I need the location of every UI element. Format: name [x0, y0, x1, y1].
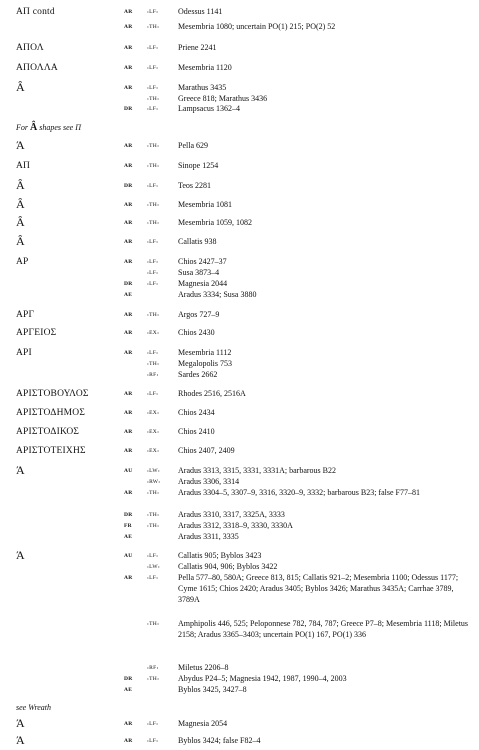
metal-code: DR: [124, 183, 133, 189]
reference-list: Aradus 3334; Susa 3880: [178, 290, 257, 299]
cross-reference-note: [16, 702, 51, 714]
reference-list: Chios 2434: [178, 408, 215, 417]
monogram-heading: ΑΡΙΣΤΟΤΕΙΧΗΣ: [16, 446, 86, 456]
reference-list: Mesembria 1080; uncertain PO(1) 215; PO(2) 52: [178, 22, 336, 31]
cross-reference-note: [16, 122, 81, 134]
note-text: see Wreath: [16, 703, 52, 712]
monogram-heading: ΑΡΙΣΤΟΔΗΜΟΣ: [16, 408, 86, 418]
reference-list: Callatis 938: [178, 237, 217, 246]
catalogue-row: [0, 702, 479, 714]
type-code: ‹LF›: [147, 65, 159, 71]
type-code: ‹LF›: [147, 106, 159, 112]
reference-list: Teos 2281: [178, 181, 211, 190]
catalogue-row: [0, 42, 479, 54]
catalogue-row: [0, 407, 479, 419]
reference-list: Byblos 3424; false F82–4: [178, 736, 261, 745]
reference-list: Greece 818; Marathus 3436: [178, 94, 268, 103]
monogram-heading: ΑΠΟΛ: [16, 43, 44, 53]
type-code: ‹LF›: [147, 391, 159, 397]
type-code: ‹LF›: [147, 281, 159, 287]
metal-code: DR: [124, 512, 133, 518]
reference-list: Aradus 3311, 3335: [178, 532, 239, 541]
reference-list: Magnesia 2044: [178, 279, 228, 288]
type-code: ‹TH›: [147, 312, 160, 318]
catalogue-row: [0, 122, 479, 134]
monogram-heading: Ȃ: [16, 197, 25, 211]
reference-list: Odessus 1141: [178, 7, 223, 16]
metal-code: AR: [124, 350, 133, 356]
monogram-heading: Ά: [16, 716, 25, 730]
metal-code: AR: [124, 490, 133, 496]
reference-list: Megalopolis 753: [178, 359, 232, 368]
type-code: ‹LF›: [147, 183, 159, 189]
monogram-heading: ΑΠ: [16, 161, 31, 171]
catalogue-row: [0, 199, 479, 211]
monogram-heading: Ά: [16, 548, 25, 562]
metal-code: DR: [124, 281, 133, 287]
type-code: ‹LF›: [147, 553, 159, 559]
reference-list: Aradus 3304–5, 3307–9, 3316, 3320–9, 3332; barbarous B23; false F77–81: [178, 488, 420, 497]
monogram-heading: ΑΡΓ: [16, 310, 35, 320]
metal-code: AR: [124, 330, 133, 336]
catalogue-row: [0, 289, 479, 301]
monogram-heading: Ά: [16, 733, 25, 747]
metal-code: AE: [124, 534, 133, 540]
type-code: ‹RF›: [147, 372, 159, 378]
monogram-heading: ΑΠ contd: [16, 7, 55, 17]
metal-code: AR: [124, 220, 133, 226]
type-code: ‹EX›: [147, 429, 160, 435]
reference-list: Marathus 3435: [178, 83, 227, 92]
catalogue-row: [0, 445, 479, 457]
metal-code: AR: [124, 429, 133, 435]
metal-code: AR: [124, 575, 133, 581]
type-code: ‹LF›: [147, 259, 159, 265]
metal-code: AR: [124, 410, 133, 416]
metal-code: AR: [124, 163, 133, 169]
reference-list: Mesembria 1112: [178, 348, 232, 357]
reference-list: Argos 727–9: [178, 310, 220, 319]
monogram-heading: Ȃ: [16, 234, 25, 248]
monogram-heading: ΑΡ: [16, 257, 29, 267]
catalogue-row: [0, 684, 479, 696]
monogram-heading: Ά: [16, 463, 25, 477]
type-code: ‹LF›: [147, 721, 159, 727]
reference-list: Aradus 3306, 3314: [178, 477, 240, 486]
metal-code: AR: [124, 239, 133, 245]
reference-list: Aradus 3312, 3318–9, 3330, 3330A: [178, 521, 293, 530]
monogram-heading: ΑΡΓΕΙΟΣ: [16, 328, 57, 338]
catalogue-row: [0, 531, 479, 543]
type-code: ‹TH›: [147, 96, 160, 102]
metal-code: DR: [124, 106, 133, 112]
monogram-heading: ΑΡΙΣΤΟΔΙΚΟΣ: [16, 427, 80, 437]
monogram-heading: ΑΡΙ: [16, 348, 32, 358]
type-code: ‹TH›: [147, 202, 160, 208]
reference-list: Mesembria 1081: [178, 200, 232, 209]
reference-list: Amphipolis 446, 525; Peloponnese 782, 784, 787; Greece P7–8; Mesembria 1118; Miletus 2158; Aradus 3365–3403; uncertain PO(1) 167, PO(1) 336: [178, 619, 469, 639]
type-code: ‹TH›: [147, 143, 160, 149]
metal-code: AU: [124, 553, 133, 559]
catalogue-row: [0, 327, 479, 339]
monogram-heading: ΑΠΟΛΛΑ: [16, 63, 58, 73]
metal-code: AR: [124, 738, 133, 744]
note-text: For: [16, 123, 28, 132]
reference-list: Pella 577–80, 580A; Greece 813, 815; Callatis 921–2; Mesembria 1100; Odessus 1177; Cyme 1615; Chios 2420; Aradus 3405; Byblos 3426; Marathus 3435A; Carrhae 3789, 3789A: [178, 573, 459, 604]
reference-list: Priene 2241: [178, 43, 217, 52]
reference-list: Aradus 3310, 3317, 3325A, 3333: [178, 510, 285, 519]
type-code: ‹RW›: [147, 479, 161, 485]
reference-list: Chios 2407, 2409: [178, 446, 235, 455]
catalogue-row: [0, 426, 479, 438]
reference-list: Magnesia 2054: [178, 719, 228, 728]
reference-list: Byblos 3425, 3427–8: [178, 685, 247, 694]
metal-code: AR: [124, 143, 133, 149]
type-code: ‹RF›: [147, 665, 159, 671]
reference-list: Mesembria 1120: [178, 63, 232, 72]
catalogue-row: [0, 735, 479, 747]
reference-list: Pella 629: [178, 141, 208, 150]
note-text: shapes see Π: [39, 123, 82, 132]
type-code: ‹LF›: [147, 239, 159, 245]
metal-code: AR: [124, 202, 133, 208]
catalogue-row: [0, 140, 479, 152]
type-code: ‹LF›: [147, 738, 159, 744]
type-code: ‹TH›: [147, 676, 160, 682]
type-code: ‹TH›: [147, 163, 160, 169]
type-code: ‹LF›: [147, 45, 159, 51]
type-code: ‹LW›: [147, 468, 161, 474]
reference-list: Callatis 905; Byblos 3423: [178, 551, 262, 560]
catalogue-row: [0, 487, 479, 499]
type-code: ‹TH›: [147, 523, 160, 529]
reference-list: Mesembria 1059, 1082: [178, 218, 252, 227]
catalogue-row: [0, 718, 479, 730]
catalogue-row: [0, 217, 479, 229]
type-code: ‹LW›: [147, 564, 161, 570]
type-code: ‹TH›: [147, 361, 160, 367]
catalogue-row: [0, 21, 479, 33]
catalogue-row: [0, 618, 479, 639]
catalogue-row: [0, 160, 479, 172]
catalogue-row: [0, 369, 479, 381]
catalogue-row: [0, 6, 479, 18]
metal-code: AR: [124, 312, 133, 318]
type-code: ‹LF›: [147, 350, 159, 356]
type-code: ‹LF›: [147, 270, 159, 276]
reference-list: Chios 2410: [178, 427, 215, 436]
metal-code: AR: [124, 24, 133, 30]
catalogue-row: [0, 103, 479, 115]
catalogue-row: [0, 236, 479, 248]
type-code: ‹TH›: [147, 24, 160, 30]
monogram-heading: Ȃ: [16, 215, 25, 229]
type-code: ‹TH›: [147, 490, 160, 496]
monogram-heading: Ȃ: [16, 80, 25, 94]
metal-code: AR: [124, 85, 133, 91]
reference-list: Miletus 2206–8: [178, 663, 229, 672]
reference-list: Rhodes 2516, 2516A: [178, 389, 246, 398]
type-code: ‹EX›: [147, 448, 160, 454]
type-code: ‹LF›: [147, 575, 159, 581]
catalogue-row: [0, 180, 479, 192]
metal-code: DR: [124, 676, 133, 682]
type-code: ‹EX›: [147, 410, 160, 416]
type-code: ‹LF›: [147, 85, 159, 91]
catalogue-row: [0, 62, 479, 74]
reference-list: Sinope 1254: [178, 161, 219, 170]
monogram-symbol: Ȃ: [30, 122, 38, 133]
type-code: ‹TH›: [147, 621, 160, 627]
metal-code: AR: [124, 721, 133, 727]
metal-code: AR: [124, 259, 133, 265]
reference-list: Abydus P24–5; Magnesia 1942, 1987, 1990–4, 2003: [178, 674, 347, 683]
metal-code: AE: [124, 292, 133, 298]
reference-list: Susa 3873–4: [178, 268, 220, 277]
catalogue-row: [0, 388, 479, 400]
metal-code: AR: [124, 391, 133, 397]
monogram-heading: Ȃ: [16, 178, 25, 192]
metal-code: AE: [124, 687, 133, 693]
reference-list: Callatis 904, 906; Byblos 3422: [178, 562, 278, 571]
reference-list: Chios 2427–37: [178, 257, 227, 266]
type-code: ‹EX›: [147, 330, 160, 336]
monogram-heading: ΑΡΙΣΤΟΒΟΥΛΟΣ: [16, 389, 89, 399]
type-code: ‹LF›: [147, 9, 159, 15]
type-code: ‹TH›: [147, 512, 160, 518]
metal-code: AR: [124, 448, 133, 454]
metal-code: AR: [124, 45, 133, 51]
metal-code: AU: [124, 468, 133, 474]
reference-list: Sardes 2662: [178, 370, 218, 379]
reference-list: Chios 2430: [178, 328, 215, 337]
metal-code: FR: [124, 523, 132, 529]
type-code: ‹TH›: [147, 220, 160, 226]
reference-list: Aradus 3313, 3315, 3331, 3331A; barbarous B22: [178, 466, 336, 475]
metal-code: AR: [124, 9, 133, 15]
catalogue-row: [0, 309, 479, 321]
monogram-heading: Ά: [16, 138, 25, 152]
reference-list: Lampsacus 1362–4: [178, 104, 240, 113]
metal-code: AR: [124, 65, 133, 71]
catalogue-row: [0, 572, 479, 604]
